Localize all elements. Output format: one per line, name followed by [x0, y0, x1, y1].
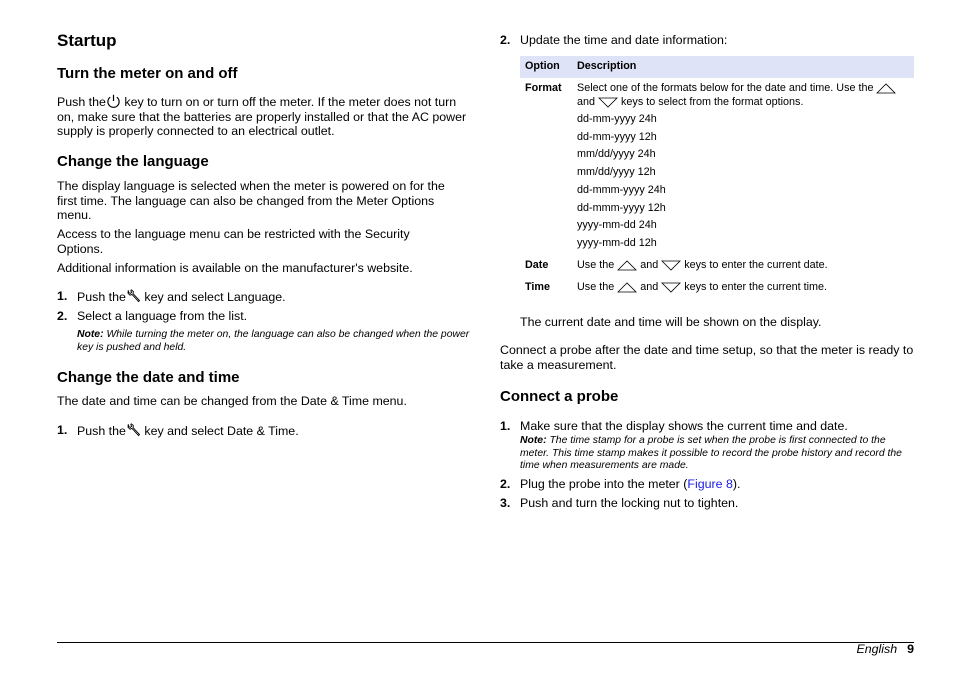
table-row-date: [520, 253, 914, 273]
figure-8-link[interactable]: Figure 8: [687, 477, 733, 491]
probe-step-1-number: 1.: [500, 419, 511, 433]
footer-divider: [57, 642, 914, 643]
page-number: 9: [907, 642, 914, 656]
down-arrow-icon: [661, 282, 681, 293]
down-arrow-icon: [598, 97, 618, 108]
connect-intro: Connect a probe after the date and time setup, so that the meter is ready to take a measurement.: [500, 343, 914, 372]
options-table: [520, 56, 914, 295]
down-arrow-icon: [661, 260, 681, 271]
time-description: Use the and keys to enter the current time.: [577, 281, 828, 294]
language-step-2: Select a language from the list.: [77, 309, 248, 323]
update-step-2: Update the time and date information:: [520, 33, 728, 47]
language-step-2-number: 2.: [57, 309, 68, 323]
table-row-time: [520, 272, 914, 295]
up-arrow-icon: [617, 282, 637, 293]
datetime-step-1: Push the key and select Date & Time.: [77, 424, 299, 438]
probe-step-3: Push and turn the locking nut to tighten.: [520, 496, 739, 510]
format-option: yyyy-mm-dd 24h: [577, 219, 657, 232]
format-option: mm/dd/yyyy 12h: [577, 166, 656, 179]
format-option: dd-mmm-yyyy 12h: [577, 201, 666, 214]
format-option: dd-mm-yyyy 24h: [577, 113, 657, 125]
option-date: Date: [525, 258, 549, 271]
page-footer: [856, 642, 914, 656]
power-heading: Turn the meter on and off: [57, 65, 238, 82]
option-format: Format: [525, 82, 562, 94]
probe-step-3-number: 3.: [500, 496, 511, 510]
language-paragraph-3: Additional information is available on the manufacturer's website.: [57, 261, 413, 275]
language-heading: Change the language: [57, 153, 209, 170]
format-description: Select one of the formats below for the date and time. Use the and keys to select from the format options. dd-mm-yyyy 24h dd-mm-yyyy 12h mm/dd/yyyy 24h mm/dd/yyyy 12h dd-mmm-yyyy 24h dd-mmm-yyyy 12h yyyy-mm-dd 24h yyyy-mm-dd 12h: [572, 78, 914, 253]
format-list: [577, 111, 909, 253]
column-header-description: Description: [572, 56, 914, 78]
language-step-1: Push the key and select Language.: [77, 290, 286, 304]
datetime-heading: Change the date and time: [57, 369, 240, 386]
footer-language: English: [856, 642, 898, 656]
wrench-icon: [126, 423, 141, 438]
after-table-text: The current date and time will be shown on the display.: [520, 315, 822, 329]
probe-note: Note: The time stamp for a probe is set when the probe is first connected to the meter. This time stamp makes it possible to record the probe history and record the time when measurements are made.: [520, 435, 902, 472]
table-header-row: [520, 56, 914, 78]
options-table-wrapper: [520, 56, 914, 295]
format-option: yyyy-mm-dd 12h: [577, 236, 657, 249]
probe-heading: Connect a probe: [500, 388, 619, 405]
language-step-1-number: 1.: [57, 289, 68, 303]
date-description: Use the and keys to enter the current date.: [577, 258, 828, 271]
language-note: Note: While turning the meter on, the language can also be changed when the power key is pushed and held.: [77, 329, 470, 353]
page-title: Startup: [57, 31, 117, 50]
power-paragraph: Push the key to turn on or turn off the meter. If the meter does not turn on, make sure that the batteries are properly installed or that the AC power supply is properly connected to an electrical outlet.: [57, 95, 467, 139]
language-paragraph-2: Access to the language menu can be restricted with the Security Options.: [57, 227, 410, 256]
update-step-2-number: 2.: [500, 33, 511, 47]
wrench-icon: [126, 289, 141, 304]
column-header-option: Option: [520, 56, 572, 78]
probe-step-2-number: 2.: [500, 477, 511, 491]
option-time: Time: [525, 281, 551, 294]
language-paragraph-1: The display language is selected when the meter is powered on for the first time. The language can also be changed from the Meter Options menu.: [57, 179, 445, 223]
probe-step-2: Plug the probe into the meter (Figure 8).: [520, 477, 741, 491]
datetime-step-1-number: 1.: [57, 423, 68, 437]
format-option: mm/dd/yyyy 24h: [577, 148, 656, 161]
table-row-format: [520, 78, 914, 253]
up-arrow-icon: [617, 260, 637, 271]
up-arrow-icon: [876, 83, 896, 94]
format-option: dd-mm-yyyy 12h: [577, 130, 657, 143]
probe-step-1: Make sure that the display shows the current time and date.: [520, 419, 848, 433]
format-option: dd-mmm-yyyy 24h: [577, 183, 666, 196]
datetime-paragraph: The date and time can be changed from the Date & Time menu.: [57, 394, 407, 408]
power-icon: [106, 94, 121, 109]
